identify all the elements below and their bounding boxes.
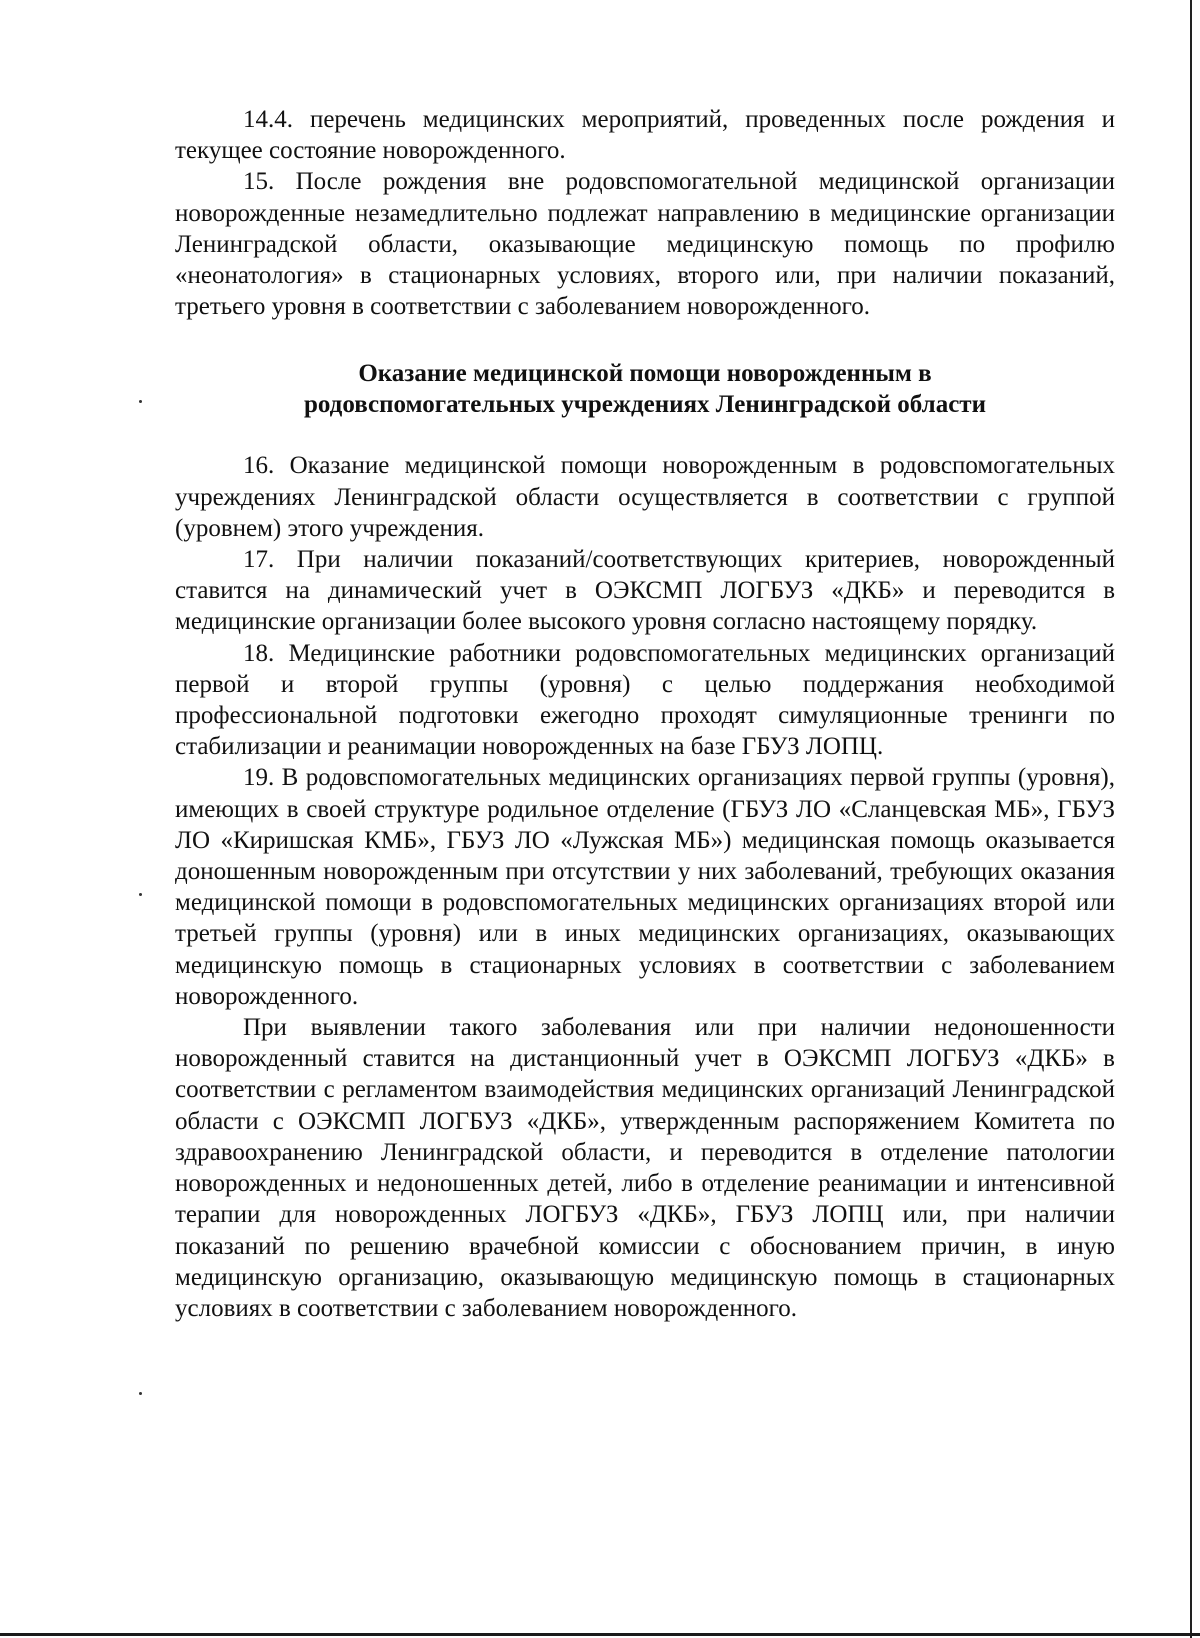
paragraph-18: 18. Медицинские работники родовспомогательных медицинских организаций первой и второй группы (уровня) с целью поддержания необходимой профессиональной подготовки ежегодно проходят симуляционные тренинги по стабилизации и реанимации новорожденных на базе ГБУЗ ЛОПЦ. — [175, 639, 1115, 761]
scan-speck — [139, 400, 142, 403]
scan-speck — [139, 893, 142, 896]
paragraph-15: 15. После рождения вне родовспомогательной медицинской организации новорожденные незамедлительно подлежат направлению в медицинские организации Ленинградской области, оказывающие медицинскую помощь по профилю «неонатология» в стационарных условиях, второго или, при наличии показаний, третьего уровня в соответствии с заболеванием новорожденного. — [175, 168, 1115, 321]
scan-speck — [139, 1392, 142, 1395]
scan-edge-bottom — [0, 1633, 1200, 1636]
paragraph-16: 16. Оказание медицинской помощи новорожденным в родовспомогательных учреждениях Ленинградской области осуществляется в соответствии с группой (уровнем) этого учреждения. — [175, 452, 1115, 542]
paragraph-19-continuation: При выявлении такого заболевания или при наличии недоношенности новорожденный ставится на дистанционный учет в ОЭКСМП ЛОГБУЗ «ДКБ» в соответствии с регламентом взаимодействия медицинских организаций Ленинградской области с ОЭКСМП ЛОГБУЗ «ДКБ», утвержденным распоряжением Комитета по здравоохранению Ленинградской области, и переводится в отделение патологии новорожденных и недоношенных детей, либо в отделение реанимации и интенсивной терапии для новорожденных ЛОГБУЗ «ДКБ», ГБУЗ ЛОПЦ или, при наличии показаний по решению врачебной комиссии с обоснованием причин, в иную медицинскую организацию, оказывающую медицинскую помощь в стационарных условиях в соответствии с заболеванием новорожденного. — [175, 1014, 1115, 1322]
section-heading-line-2: родовспомогательных учреждениях Ленинградской области — [304, 391, 986, 419]
section-heading-line-1: Оказание медицинской помощи новорожденным в — [358, 360, 932, 388]
section-heading — [175, 358, 1115, 420]
paragraph-17: 17. При наличии показаний/соответствующих критериев, новорожденный ставится на динамический учет в ОЭКСМП ЛОГБУЗ «ДКБ» и переводится в медицинские организации более высокого уровня согласно настоящему порядку. — [175, 546, 1115, 636]
document-body — [175, 104, 1115, 1324]
scan-edge-right — [1190, 0, 1192, 1638]
paragraph-19: 19. В родовспомогательных медицинских организациях первой группы (уровня), имеющих в своей структуре родильное отделение (ГБУЗ ЛО «Сланцевская МБ», ГБУЗ ЛО «Киришская КМБ», ГБУЗ ЛО «Лужская МБ») медицинская помощь оказывается доношенным новорожденным при отсутствии у них заболеваний, требующих оказания медицинской помощи в родовспомогательных медицинских организациях второй или третьей группы (уровня) или в иных медицинских организациях, оказывающих медицинскую помощь в стационарных условиях в соответствии с заболеванием новорожденного. — [175, 764, 1115, 1010]
paragraph-14-4: 14.4. перечень медицинских мероприятий, проведенных после рождения и текущее состояние новорожденного. — [175, 106, 1115, 165]
